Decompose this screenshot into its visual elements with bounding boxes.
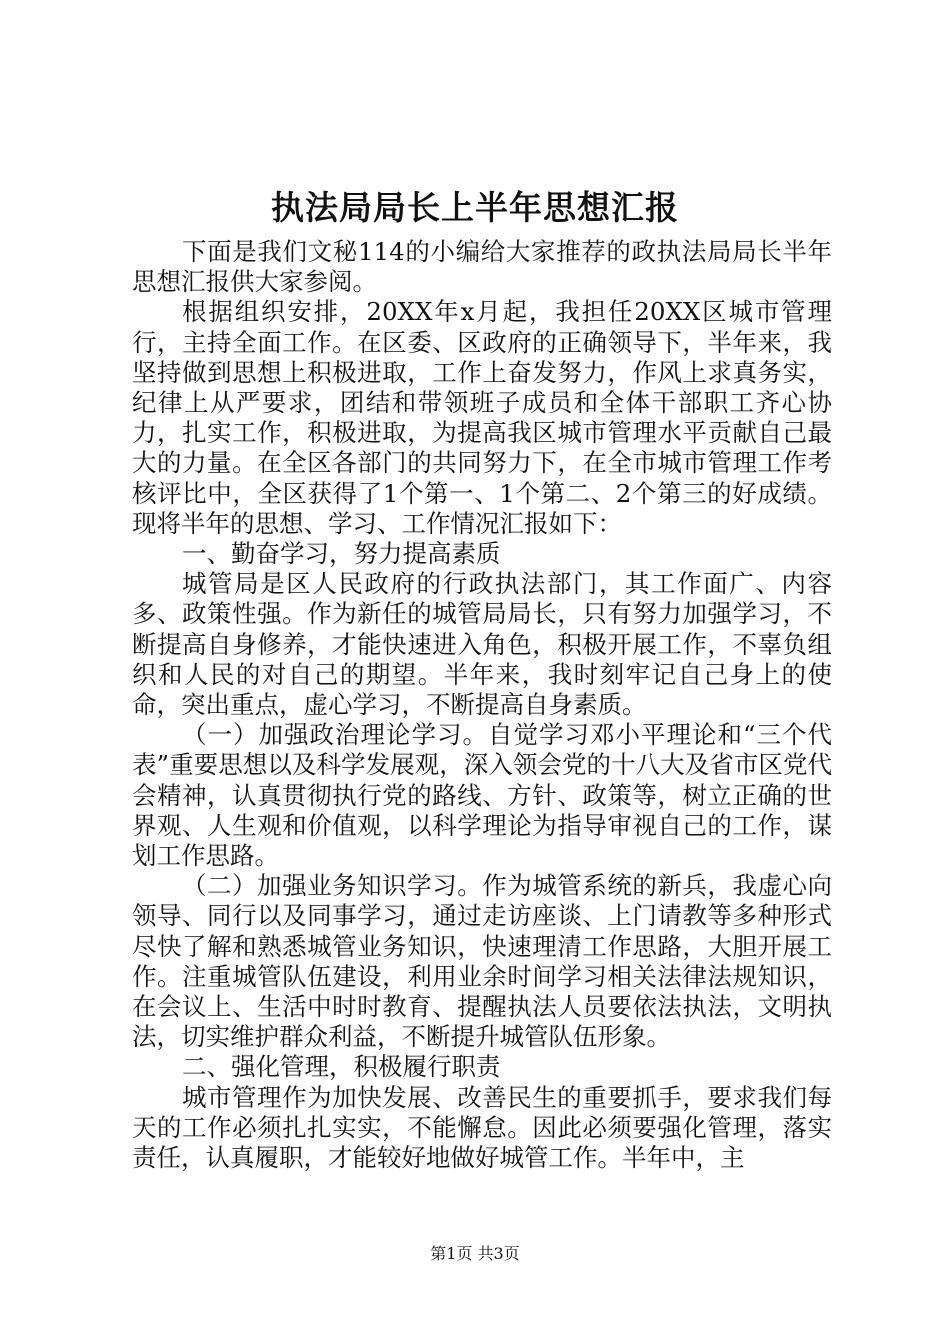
document-body [132, 237, 832, 1173]
paragraph-subsection-2: （二）加强业务知识学习。作为城管系统的新兵，我虚心向领导、同行以及同事学习，通过走访座谈、上门请教等多种形式尽快了解和熟悉城管业务知识，快速理清工作思路，大胆开展工作。注重城管队伍建设，利用业余时间学习相关法律法规知识，在会议上、生活中时时教育、提醒执法人员要依法执法，文明执法，切实维护群众利益，不断提升城管队伍形象。 [132, 871, 832, 1052]
paragraph-section-1: 城管局是区人民政府的行政执法部门，其工作面广、内容多、政策性强。作为新任的城管局局长，只有努力加强学习，不断提高自身修养，才能快速进入角色，积极开展工作，不辜负组织和人民的对自己的期望。半年来，我时刻牢记自己身上的使命，突出重点，虚心学习，不断提高自身素质。 [132, 569, 832, 720]
page-footer: 第1页 共3页 [430, 1244, 520, 1263]
document-title: 执法局局长上半年思想汇报 [271, 188, 679, 227]
paragraph-intro: 下面是我们文秘114的小编给大家推荐的政执法局局长半年思想汇报供大家参阅。 [132, 237, 832, 297]
section-heading-1: 一、勤奋学习，努力提高素质 [182, 539, 501, 569]
paragraph-section-2: 城市管理作为加快发展、改善民生的重要抓手，要求我们每天的工作必须扎扎实实，不能懈怠。因此必须要强化管理，落实责任，认真履职，才能较好地做好城管工作。半年中，主 [132, 1082, 832, 1173]
paragraph-background: 根据组织安排，20XX年x月起，我担任20XX区城市管理行，主持全面工作。在区委、区政府的正确领导下，半年来，我坚持做到思想上积极进取，工作上奋发努力，作风上求真务实，纪律上从严要求，团结和带领班子成员和全体干部职工齐心协力，扎实工作，积极进取，为提高我区城市管理水平贡献自己最大的力量。在全区各部门的共同努力下，在全市城市管理工作考核评比中，全区获得了1个第一、1个第二、2个第三的好成绩。现将半年的思想、学习、工作情况汇报如下： [132, 297, 832, 538]
paragraph-subsection-1: （一）加强政治理论学习。自觉学习邓小平理论和“三个代表”重要思想以及科学发展观，深入领会党的十八大及省市区党代会精神，认真贯彻执行党的路线、方针、政策等，树立正确的世界观、人生观和价值观，以科学理论为指导审视自己的工作，谋划工作思路。 [132, 720, 832, 871]
section-heading-2: 二、强化管理，积极履行职责 [182, 1052, 501, 1082]
